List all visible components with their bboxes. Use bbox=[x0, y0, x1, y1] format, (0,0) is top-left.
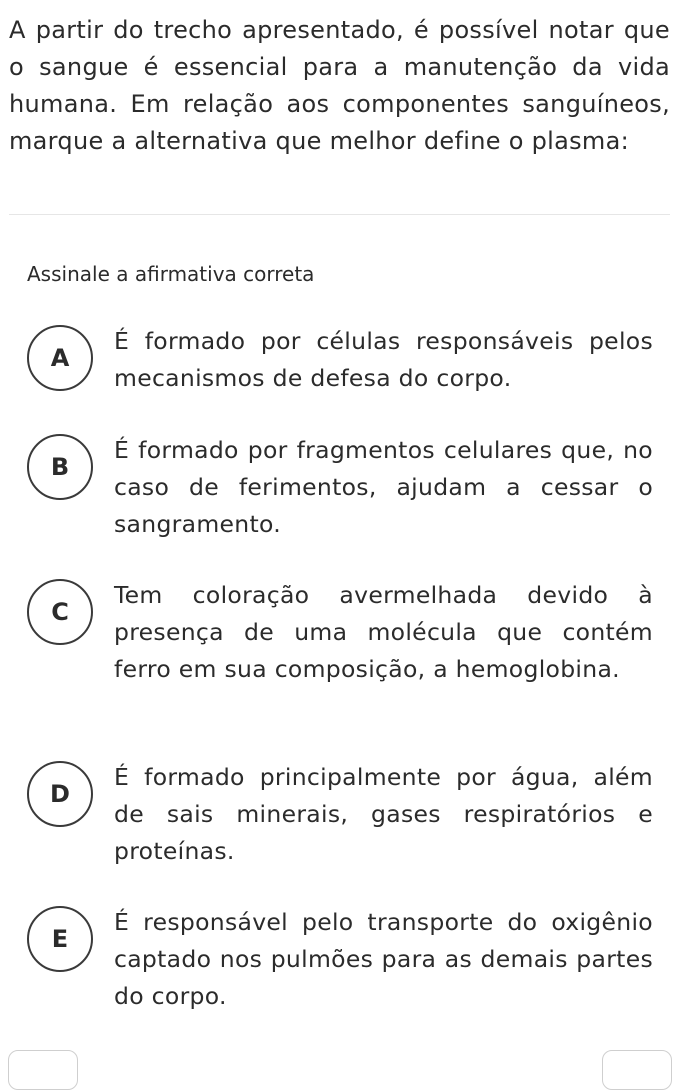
option-letter-c[interactable]: C bbox=[27, 579, 93, 645]
option-letter-e[interactable]: E bbox=[27, 906, 93, 972]
option-text-e[interactable]: É responsável pelo transporte do oxigênio captado nos pulmões para as demais partes do corpo. bbox=[114, 908, 653, 1010]
question-text: A partir do trecho apresentado, é possível notar que o sangue é essencial para a manutenção da vida humana. Em relação aos componentes sanguíneos, marque a alternativa que melhor define o plasma: bbox=[9, 16, 670, 155]
option-text-a[interactable]: É formado por células responsáveis pelos mecanismos de defesa do corpo. bbox=[114, 327, 653, 392]
footer-button-left[interactable] bbox=[8, 1050, 78, 1090]
option-text-c[interactable]: Tem coloração avermelhada devido à presença de uma molécula que contém ferro em sua composição, a hemoglobina. bbox=[114, 581, 653, 683]
footer-button-right[interactable] bbox=[602, 1050, 672, 1090]
option-letter-b[interactable]: B bbox=[27, 434, 93, 500]
option-text-b[interactable]: É formado por fragmentos celulares que, no caso de ferimentos, ajudam a cessar o sangramento. bbox=[114, 436, 653, 538]
option-letter-a[interactable]: A bbox=[27, 325, 93, 391]
option-text-d[interactable]: É formado principalmente por água, além de sais minerais, gases respiratórios e proteínas. bbox=[114, 763, 653, 865]
divider bbox=[9, 214, 670, 215]
prompt-label: Assinale a afirmativa correta bbox=[27, 262, 315, 286]
option-letter-d[interactable]: D bbox=[27, 761, 93, 827]
